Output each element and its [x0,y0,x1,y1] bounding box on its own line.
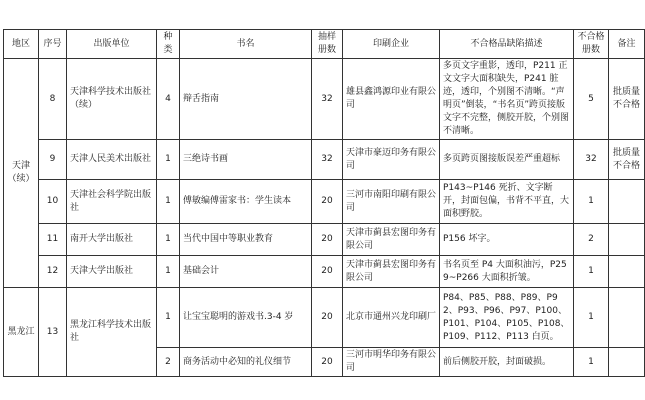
note-cell [609,256,645,288]
fail-count-cell: 2 [574,224,609,256]
kind-cell: 1 [157,140,180,180]
header-defects: 不合格品缺陷描述 [440,30,574,59]
seq-cell: 11 [39,224,67,256]
sample-cell: 20 [312,224,343,256]
header-sample: 抽样册数 [312,30,343,59]
sample-cell: 32 [312,59,343,140]
sample-cell: 20 [312,348,343,377]
header-printer: 印刷企业 [343,30,440,59]
defects-cell: 书名页至 P4 大面积油污，P259~P266 大面积折皱。 [440,256,574,288]
publisher-cell: 天津社会科学院出版社 [67,180,157,224]
printer-cell: 天津市豪迈印务有限公司 [343,140,440,180]
header-book: 书名 [180,30,312,59]
table-row [4,224,645,256]
kind-cell: 1 [157,256,180,288]
kind-cell: 4 [157,59,180,140]
book-cell: 傅敏编傅雷家书：学生读本 [180,180,312,224]
fail-count-cell: 5 [574,59,609,140]
printer-cell: 天津市蓟县宏图印务有限公司 [343,224,440,256]
note-cell [609,288,645,348]
header-kind: 种类 [157,30,180,59]
note-cell [609,348,645,377]
sample-cell: 20 [312,288,343,348]
printer-cell: 天津市蓟县宏图印务有限公司 [343,256,440,288]
sample-cell: 20 [312,256,343,288]
book-cell: 商务活动中必知的礼仪细节 [180,348,312,377]
seq-cell: 13 [39,288,67,377]
sample-cell: 20 [312,180,343,224]
publisher-cell: 黑龙江科学技术出版社 [67,288,157,377]
kind-cell: 1 [157,288,180,348]
book-cell: 当代中国中等职业教育 [180,224,312,256]
table-row [4,288,645,348]
note-cell [609,224,645,256]
header-region: 地区 [4,30,39,59]
publisher-cell: 南开大学出版社 [67,224,157,256]
book-cell: 让宝宝聪明的游戏书.3-4 岁 [180,288,312,348]
printer-cell: 三河市南阳印刷有限公司 [343,180,440,224]
fail-count-cell: 1 [574,348,609,377]
book-cell: 基础会计 [180,256,312,288]
defects-cell: 前后侧胶开胶，封面破损。 [440,348,574,377]
table-row [4,256,645,288]
header-note: 备注 [609,30,645,59]
header-row [4,30,645,59]
defects-cell: 多页文字重影，透印，P211 正文文字大面积缺失，P241 脏迹，透印，个别图不清晰。“声明页”倒装，“书名页”跨页接版文字不完整，侧胶开胶，个别图不清晰。 [440,59,574,140]
kind-cell: 1 [157,224,180,256]
header-publisher: 出版单位 [67,30,157,59]
table-row [4,140,645,180]
book-cell: 三绝诗书画 [180,140,312,180]
publisher-cell: 天津大学出版社 [67,256,157,288]
defects-cell: P156 坏字。 [440,224,574,256]
fail-count-cell: 1 [574,288,609,348]
table-row [4,59,645,140]
printer-cell: 三河市明华印务有限公司 [343,348,440,377]
fail-count-cell: 1 [574,256,609,288]
defects-cell: 多页跨页图接版误差严重超标 [440,140,574,180]
sample-cell: 32 [312,140,343,180]
publisher-cell: 天津科学技术出版社（续） [67,59,157,140]
note-cell: 批质量不合格 [609,59,645,140]
note-cell [609,180,645,224]
seq-cell: 10 [39,180,67,224]
seq-cell: 8 [39,59,67,140]
printer-cell: 雄县鑫鸿源印业有限公司 [343,59,440,140]
region-cell: 天津（续） [4,59,39,288]
fail-count-cell: 32 [574,140,609,180]
defects-cell: P143~P146 死折、文字断开，封面包偏，书背不平直，大面积野胶。 [440,180,574,224]
seq-cell: 12 [39,256,67,288]
note-cell: 批质量不合格 [609,140,645,180]
kind-cell: 1 [157,180,180,224]
seq-cell: 9 [39,140,67,180]
header-seq: 序号 [39,30,67,59]
fail-count-cell: 1 [574,180,609,224]
region-cell: 黑龙江 [4,288,39,377]
table-row [4,180,645,224]
header-fail-count: 不合格册数 [574,30,609,59]
publisher-cell: 天津人民美术出版社 [67,140,157,180]
kind-cell: 2 [157,348,180,377]
nonconforming-books-table [3,29,645,377]
printer-cell: 北京市通州兴龙印刷厂 [343,288,440,348]
book-cell: 辩舌指南 [180,59,312,140]
defects-cell: P84、P85、P88、P89、P92、P93、P96、P97、P100、P101、P104、P105、P108、P109、P112、P113 白页。 [440,288,574,348]
